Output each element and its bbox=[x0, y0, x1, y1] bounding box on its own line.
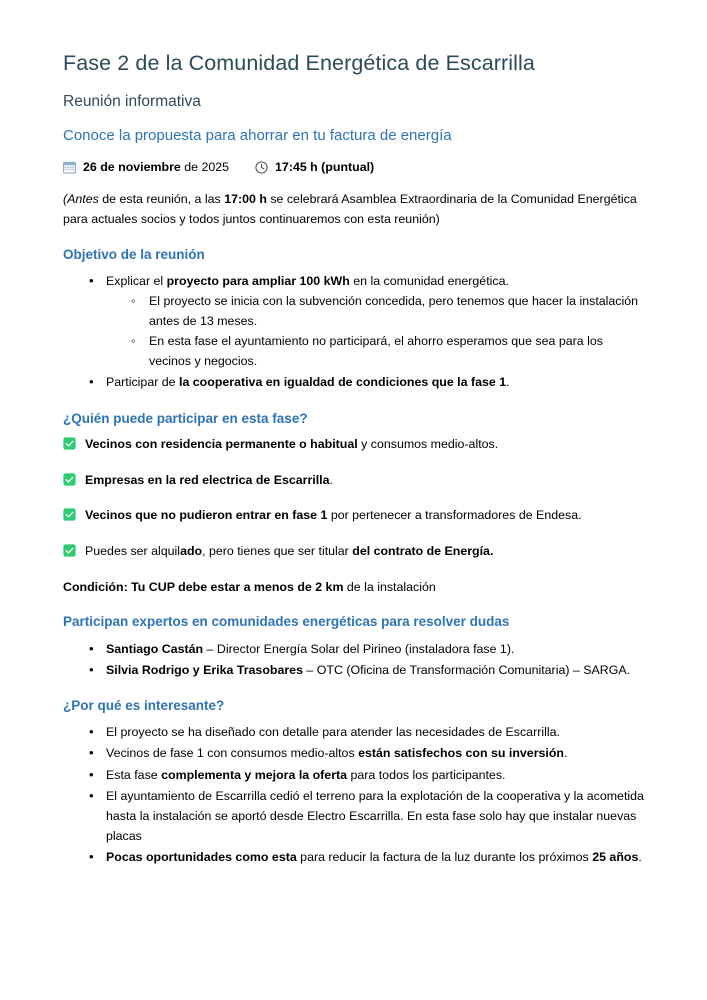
interesante-b5-bold: Pocas oportunidades como esta bbox=[106, 849, 297, 864]
check-list-item bbox=[63, 542, 645, 561]
document-tagline: Conoce la propuesta para ahorrar en tu factura de energía bbox=[63, 127, 452, 145]
condition-rest: de la instalación bbox=[343, 579, 436, 594]
check-list-item bbox=[63, 471, 645, 490]
list-item bbox=[63, 271, 645, 371]
experto-name: Silvia Rodrigo y Erika Trasobares bbox=[106, 662, 303, 677]
interesante-b5-d: . bbox=[638, 849, 642, 864]
interesante-b3-c: para todos los participantes. bbox=[347, 767, 506, 782]
interesante-list bbox=[63, 722, 645, 867]
list-item: ◦ En esta fase el ayuntamiento no participará, el ahorro esperamos que sea para los vecinos y negocios. bbox=[106, 331, 645, 371]
list-item bbox=[63, 660, 645, 680]
spacer bbox=[63, 686, 645, 698]
list-item bbox=[63, 639, 645, 659]
experto-role: – Director Energía Solar del Pirineo (instaladora fase 1). bbox=[203, 641, 515, 656]
intro-italic: (Antes bbox=[63, 192, 99, 207]
experto-name: Santiago Castán bbox=[106, 641, 204, 656]
calendar-icon bbox=[63, 161, 76, 174]
interesante-b5-b: para reducir la factura de la luz durante los próximos bbox=[296, 849, 593, 864]
check-item-text bbox=[85, 542, 493, 561]
heading-quien-participa: ¿Quién puede participar en esta fase? bbox=[63, 410, 308, 426]
intro-time-bold: 17:00 h bbox=[224, 192, 267, 207]
meeting-date-year: de 2025 bbox=[180, 159, 230, 174]
check-item-bold: Vecinos con residencia permanente o habitual bbox=[85, 437, 358, 452]
intro-paragraph bbox=[63, 189, 645, 229]
check-item4-d: del contrato de Energía. bbox=[352, 543, 494, 558]
meeting-date bbox=[63, 158, 229, 177]
check-item-rest: . bbox=[329, 472, 333, 487]
page-title: Fase 2 de la Comunidad Energética de Escarrilla bbox=[63, 51, 535, 75]
check-icon bbox=[63, 437, 76, 450]
list-item bbox=[63, 372, 645, 392]
interesante-b2-c: . bbox=[564, 746, 568, 761]
list-item: ◦ El proyecto se inicia con la subvención concedida, pero tenemos que hacer la instalación antes de 13 meses. bbox=[106, 291, 645, 331]
interesante-b5-years: 25 años bbox=[592, 849, 639, 864]
condition-line bbox=[63, 578, 645, 597]
check-list-item bbox=[63, 506, 645, 525]
meeting-time bbox=[255, 158, 374, 177]
interesante-b3-bold: complementa y mejora la oferta bbox=[161, 767, 348, 782]
objetivo-b1-c: en la comunidad energética. bbox=[349, 274, 509, 289]
objetivo-b1-bold: proyecto para ampliar 100 kWh bbox=[166, 274, 350, 289]
heading-expertos: Participan expertos en comunidades energéticas para resolver dudas bbox=[63, 614, 510, 630]
document-subtitle: Reunión informativa bbox=[63, 92, 201, 110]
list-item bbox=[63, 765, 645, 785]
meeting-time-text: 17:45 h (puntual) bbox=[275, 159, 375, 174]
list-item bbox=[63, 847, 645, 867]
condition-bold: Condición: Tu CUP debe estar a menos de 2 km bbox=[63, 579, 344, 594]
objetivo-list bbox=[63, 271, 645, 393]
list-item: • El ayuntamiento de Escarrilla cedió el terreno para la explotación de la cooperativa y la acometida hasta la instalación se aportó desde Electro Escarrilla. En esta fase solo hay que instalar nuevas placas bbox=[63, 786, 645, 846]
intro-text-1: de esta reunión, a las bbox=[98, 192, 225, 207]
check-item-text bbox=[85, 506, 582, 525]
interesante-b2-a: Vecinos de fase 1 con consumos medio-altos bbox=[106, 746, 359, 761]
clock-icon bbox=[255, 161, 268, 174]
list-item bbox=[63, 743, 645, 763]
objetivo-b1-a: Explicar el bbox=[106, 274, 167, 289]
objetivo-b2-c: . bbox=[506, 375, 510, 390]
check-item-bold: Vecinos que no pudieron entrar en fase 1 bbox=[85, 508, 328, 523]
heading-interesante: ¿Por qué es interesante? bbox=[63, 697, 225, 713]
meeting-meta bbox=[63, 158, 645, 177]
check-icon bbox=[63, 473, 76, 486]
objetivo-b2-a: Participar de bbox=[106, 375, 180, 390]
heading-objetivo: Objetivo de la reunión bbox=[63, 246, 205, 262]
check-item4-a: Puedes ser alquil bbox=[85, 543, 181, 558]
interesante-b3-a: Esta fase bbox=[106, 767, 162, 782]
check-item-bold: Empresas en la red electrica de Escarrilla bbox=[85, 472, 330, 487]
interesante-b2-bold: están satisfechos con su inversión bbox=[358, 746, 564, 761]
experto-role: – OTC (Oficina de Transformación Comunitaria) – SARGA. bbox=[302, 662, 631, 677]
check-item-text bbox=[85, 471, 333, 490]
objetivo-sublist bbox=[106, 291, 645, 371]
check-item-text bbox=[85, 435, 498, 454]
list-item: • El proyecto se ha diseñado con detalle para atender las necesidades de Escarrilla. bbox=[63, 722, 645, 742]
check-item-rest: por pertenecer a transformadores de Endesa. bbox=[327, 508, 582, 523]
objetivo-b2-bold: la cooperativa en igualdad de condiciones que la fase 1 bbox=[179, 375, 507, 390]
check-icon bbox=[63, 508, 76, 521]
check-item4-b: ado bbox=[180, 543, 203, 558]
check-item4-c: , pero tienes que ser titular bbox=[202, 543, 353, 558]
meeting-date-bold: 26 de noviembre bbox=[83, 159, 181, 174]
spacer bbox=[63, 399, 645, 411]
expertos-list bbox=[63, 639, 645, 680]
intro-text-2: se celebrará Asamblea Extraordinaria de la Comunidad Energética para actuales socios y todos juntos continuaremos con esta reunión) bbox=[63, 192, 637, 227]
check-item-rest: y consumos medio-altos. bbox=[357, 437, 499, 452]
check-list-item bbox=[63, 435, 645, 454]
check-icon bbox=[63, 544, 76, 557]
meeting-date-text bbox=[83, 158, 229, 177]
